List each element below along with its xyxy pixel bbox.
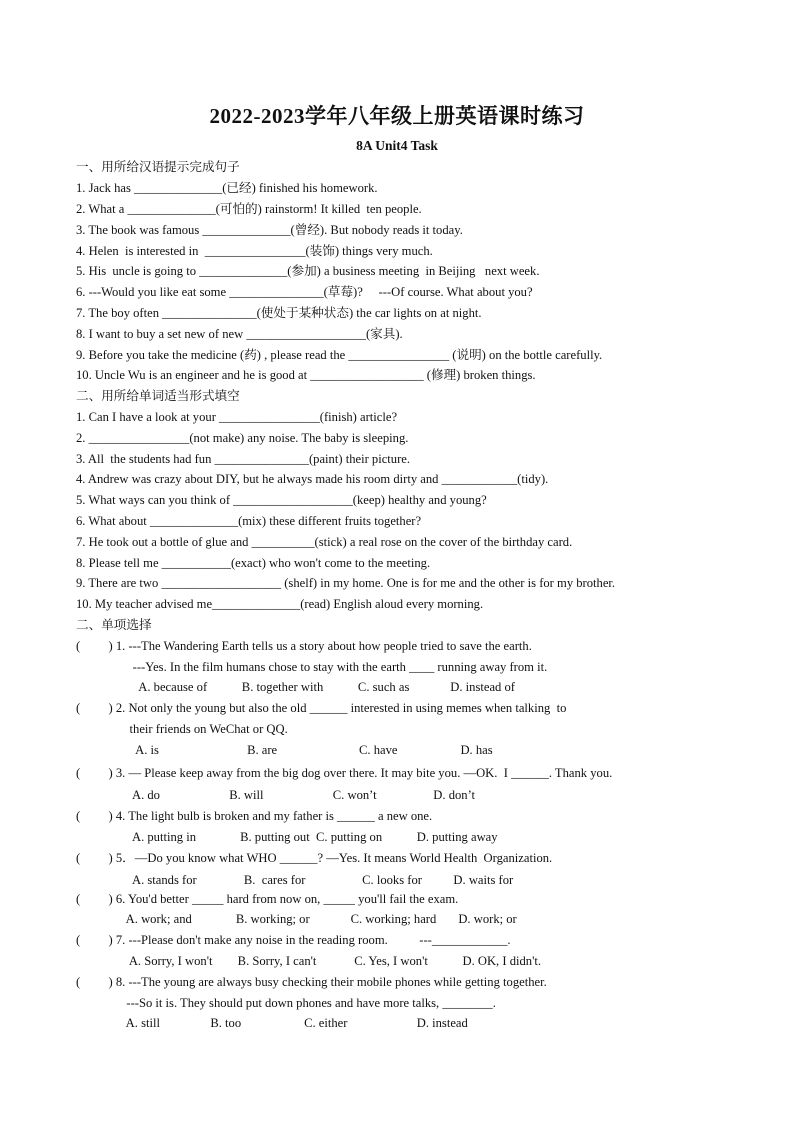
mcq-line: ( ) 7. ---Please don't make any noise in the reading room. ---____________. (76, 933, 511, 947)
mcq-line: ( ) 2. Not only the young but also the old ______ interested in using memes when talking to (76, 701, 567, 715)
question-line: 5. What ways can you think of ___________________(keep) healthy and young? (76, 493, 487, 507)
mcq-line: ( ) 6. You'd better _____ hard from now on, _____ you'll fail the exam. (76, 892, 459, 906)
mcq-options: A. work; and B. working; or C. working; hard D. work; or (76, 912, 517, 926)
section-heading-3: 二、单项选择 (76, 618, 152, 632)
mcq-options: A. is B. are C. have D. has (76, 743, 493, 757)
question-line: 7. He took out a bottle of glue and __________(stick) a real rose on the cover of the birthday card. (76, 535, 573, 549)
mcq-options: A. putting in B. putting out C. putting on D. putting away (76, 830, 498, 844)
mcq-line: ---Yes. In the film humans chose to stay with the earth ____ running away from it. (76, 660, 548, 674)
question-line: 10. Uncle Wu is an engineer and he is good at __________________ (修理) broken things. (76, 368, 536, 382)
question-line: 1. Jack has ______________(已经) finished his homework. (76, 181, 378, 195)
mcq-options: A. still B. too C. either D. instead (76, 1016, 468, 1030)
mcq-line: ( ) 8. ---The young are always busy checking their mobile phones while getting together. (76, 975, 547, 989)
mcq-line: ( ) 3. — Please keep away from the big dog over there. It may bite you. —OK. I ______. Thank you. (76, 766, 613, 780)
question-line: 8. I want to buy a set new of new ___________________(家具). (76, 327, 403, 341)
question-line: 6. ---Would you like eat some _______________(草莓)? ---Of course. What about you? (76, 285, 533, 299)
mcq-line: their friends on WeChat or QQ. (76, 722, 288, 736)
mcq-options: A. stands for B. cares for C. looks for D. waits for (76, 873, 514, 887)
question-line: 5. His uncle is going to ______________(参加) a business meeting in Beijing next week. (76, 264, 540, 278)
question-line: 4. Andrew was crazy about DIY, but he always made his room dirty and ____________(tidy). (76, 472, 549, 486)
question-line: 3. The book was famous ______________(曾经). But nobody reads it today. (76, 223, 463, 237)
mcq-options: A. Sorry, I won't B. Sorry, I can't C. Yes, I won't D. OK, I didn't. (76, 954, 542, 968)
section-heading-1: 一、用所给汉语提示完成句子 (76, 160, 240, 174)
section-heading-2: 二、用所给单词适当形式填空 (76, 389, 240, 403)
mcq-line: ( ) 5．—Do you know what WHO ______? —Yes. It means World Health Organization. (76, 851, 553, 865)
question-line: 10. My teacher advised me______________(read) English aloud every morning. (76, 597, 484, 611)
question-line: 4. Helen is interested in ________________(装饰) things very much. (76, 244, 433, 258)
question-line: 9. Before you take the medicine (药) , please read the ________________ (说明) on the bottle carefully. (76, 348, 603, 362)
question-line: 9. There are two ___________________ (shelf) in my home. One is for me and the other is for my brother. (76, 576, 616, 590)
mcq-line: ( ) 4. The light bulb is broken and my father is ______ a new one. (76, 809, 433, 823)
mcq-options: A. do B. will C. won’t D. don’t (76, 788, 476, 802)
question-line: 3. All the students had fun _______________(paint) their picture. (76, 452, 411, 466)
question-line: 7. The boy often _______________(使处于某种状态) the car lights on at night. (76, 306, 482, 320)
question-line: 2. What a ______________(可怕的) rainstorm! It killed ten people. (76, 202, 422, 216)
page-title: 2022-2023学年八年级上册英语课时练习 (209, 104, 585, 128)
question-line: 2. ________________(not make) any noise. The baby is sleeping. (76, 431, 409, 445)
question-line: 8. Please tell me ___________(exact) who won't come to the meeting. (76, 556, 431, 570)
page-subtitle: 8A Unit4 Task (356, 138, 438, 153)
mcq-options: A. because of B. together with C. such as D. instead of (76, 680, 515, 694)
question-line: 1. Can I have a look at your ________________(finish) article? (76, 410, 398, 424)
mcq-line: ( ) 1. ---The Wandering Earth tells us a story about how people tried to save the earth. (76, 639, 532, 653)
mcq-line: ---So it is. They should put down phones and have more talks, ________. (76, 996, 496, 1010)
question-line: 6. What about ______________(mix) these different fruits together? (76, 514, 422, 528)
